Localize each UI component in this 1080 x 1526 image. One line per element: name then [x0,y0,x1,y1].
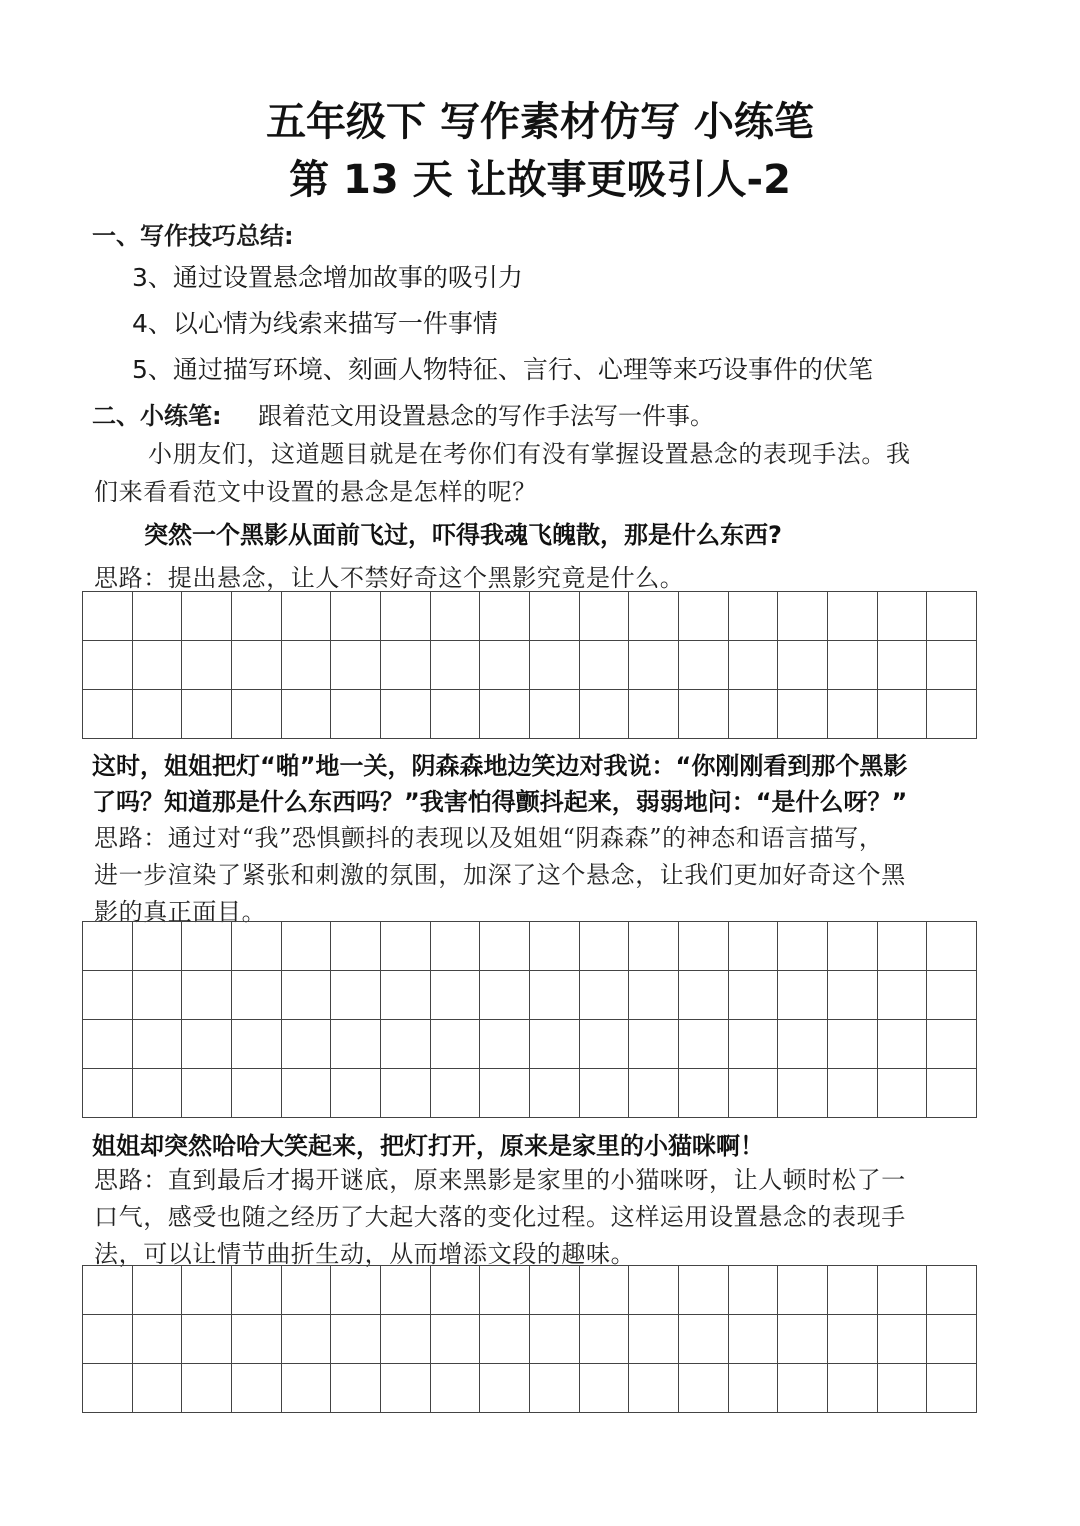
section2-heading: 二、小练笔: [92,402,222,430]
grid-cell[interactable] [580,1020,630,1069]
grid-cell[interactable] [530,1315,580,1364]
section2-instruction: 跟着范文用设置悬念的写作手法写一件事。 [258,402,714,430]
grid-cell[interactable] [878,641,928,690]
grid-cell[interactable] [480,690,530,739]
grid-cell[interactable] [629,1266,679,1315]
grid-cell[interactable] [232,922,282,971]
grid-cell[interactable] [232,971,282,1020]
grid-cell[interactable] [778,922,828,971]
grid-cell[interactable] [778,641,828,690]
grid-cell[interactable] [381,1020,431,1069]
grid-cell[interactable] [679,971,729,1020]
grid-cell[interactable] [729,922,779,971]
grid-cell[interactable] [530,1020,580,1069]
grid-cell[interactable] [629,1315,679,1364]
grid-cell[interactable] [83,1069,133,1118]
grid-cell[interactable] [629,1020,679,1069]
grid-cell[interactable] [480,641,530,690]
grid-cell[interactable] [232,1266,282,1315]
grid-cell[interactable] [480,1020,530,1069]
grid-cell[interactable] [927,1266,977,1315]
example3-thought: 思路：直到最后才揭开谜底，原来黑影是家里的小猫咪呀，让人顿时松了一 [94,1166,906,1194]
grid-cell[interactable] [580,641,630,690]
grid-cell[interactable] [133,1266,183,1315]
grid-cell[interactable] [580,1364,630,1413]
grid-cell[interactable] [778,690,828,739]
grid-cell[interactable] [480,592,530,641]
grid-cell[interactable] [282,641,332,690]
grid-cell[interactable] [580,1266,630,1315]
grid-cell[interactable] [729,592,779,641]
example2-thought: 影的真正面目。 [94,898,267,926]
grid-cell[interactable] [927,922,977,971]
grid-cell[interactable] [232,1069,282,1118]
grid-cell[interactable] [182,1266,232,1315]
grid-cell[interactable] [133,641,183,690]
grid-cell[interactable] [431,1315,481,1364]
grid-cell[interactable] [778,592,828,641]
grid-cell[interactable] [83,1020,133,1069]
grid-cell[interactable] [828,971,878,1020]
grid-cell[interactable] [182,1364,232,1413]
grid-cell[interactable] [679,1069,729,1118]
section1-heading: 一、写作技巧总结: [92,222,294,250]
grid-cell[interactable] [232,1020,282,1069]
grid-cell[interactable] [927,690,977,739]
grid-cell[interactable] [679,1364,729,1413]
example2-thought: 进一步渲染了紧张和刺激的氛围，加深了这个悬念，让我们更加好奇这个黑 [94,861,906,889]
example3-sentence: 姐姐却突然哈哈大笑起来，把灯打开，原来是家里的小猫咪啊！ [92,1132,764,1160]
grid-cell[interactable] [431,1266,481,1315]
grid-cell[interactable] [232,641,282,690]
grid-cell[interactable] [530,690,580,739]
grid-cell[interactable] [381,1315,431,1364]
grid-cell[interactable] [133,1315,183,1364]
grid-cell[interactable] [679,1020,729,1069]
grid-cell[interactable] [580,592,630,641]
grid-cell[interactable] [480,1069,530,1118]
grid-cell[interactable] [133,1364,183,1413]
writing-grid-1[interactable] [82,591,977,739]
grid-cell[interactable] [331,592,381,641]
grid-cell[interactable] [878,1069,928,1118]
grid-cell[interactable] [679,922,729,971]
grid-cell[interactable] [729,1315,779,1364]
grid-cell[interactable] [679,690,729,739]
example3-thought: 口气，感受也随之经历了大起大落的变化过程。这样运用设置悬念的表现手 [94,1203,906,1231]
grid-cell[interactable] [828,641,878,690]
grid-cell[interactable] [629,641,679,690]
grid-cell[interactable] [927,1069,977,1118]
grid-cell[interactable] [729,971,779,1020]
example2-sentence: 了吗？知道那是什么东西吗？”我害怕得颤抖起来，弱弱地问：“是什么呀？” [92,788,908,816]
grid-cell[interactable] [828,1266,878,1315]
grid-cell[interactable] [381,1364,431,1413]
grid-cell[interactable] [878,1266,928,1315]
grid-cell[interactable] [431,1069,481,1118]
grid-cell[interactable] [828,1069,878,1118]
grid-cell[interactable] [431,1364,481,1413]
grid-cell[interactable] [133,592,183,641]
grid-cell[interactable] [282,1315,332,1364]
grid-cell[interactable] [232,690,282,739]
grid-cell[interactable] [83,971,133,1020]
grid-cell[interactable] [530,1364,580,1413]
tip-item: 3、通过设置悬念增加故事的吸引力 [132,263,523,292]
grid-cell[interactable] [729,1069,779,1118]
grid-cell[interactable] [927,1364,977,1413]
grid-cell[interactable] [133,971,183,1020]
grid-cell[interactable] [381,1266,431,1315]
grid-cell[interactable] [878,690,928,739]
grid-cell[interactable] [778,1364,828,1413]
grid-cell[interactable] [828,1315,878,1364]
grid-cell[interactable] [182,922,232,971]
grid-cell[interactable] [878,1315,928,1364]
grid-cell[interactable] [927,592,977,641]
grid-cell[interactable] [182,592,232,641]
grid-cell[interactable] [182,641,232,690]
grid-cell[interactable] [480,1315,530,1364]
grid-cell[interactable] [83,922,133,971]
grid-cell[interactable] [580,922,630,971]
grid-cell[interactable] [679,1266,729,1315]
grid-cell[interactable] [282,592,332,641]
grid-cell[interactable] [629,690,679,739]
grid-cell[interactable] [778,1266,828,1315]
grid-cell[interactable] [331,1266,381,1315]
grid-cell[interactable] [828,1020,878,1069]
grid-cell[interactable] [927,971,977,1020]
grid-cell[interactable] [431,592,481,641]
example1-thought: 思路：提出悬念，让人不禁好奇这个黑影究竟是什么。 [94,564,685,592]
grid-cell[interactable] [878,1020,928,1069]
grid-cell[interactable] [133,690,183,739]
grid-cell[interactable] [878,1364,928,1413]
grid-cell[interactable] [828,922,878,971]
grid-cell[interactable] [729,1020,779,1069]
grid-cell[interactable] [282,922,332,971]
grid-cell[interactable] [133,922,183,971]
grid-cell[interactable] [381,690,431,739]
grid-cell[interactable] [530,641,580,690]
grid-cell[interactable] [778,1069,828,1118]
grid-cell[interactable] [629,922,679,971]
grid-cell[interactable] [282,1364,332,1413]
grid-cell[interactable] [381,922,431,971]
grid-cell[interactable] [927,641,977,690]
grid-cell[interactable] [83,1266,133,1315]
grid-cell[interactable] [530,1069,580,1118]
grid-cell[interactable] [530,592,580,641]
grid-cell[interactable] [480,1266,530,1315]
grid-cell[interactable] [530,971,580,1020]
grid-cell[interactable] [381,641,431,690]
grid-cell[interactable] [331,922,381,971]
grid-cell[interactable] [580,971,630,1020]
grid-cell[interactable] [282,1020,332,1069]
grid-cell[interactable] [182,690,232,739]
grid-cell[interactable] [480,1364,530,1413]
grid-cell[interactable] [878,592,928,641]
grid-cell[interactable] [679,1315,729,1364]
page-subtitle: 第 13 天 让故事更吸引人-2 [289,157,791,203]
grid-cell[interactable] [232,592,282,641]
example3-thought: 法，可以让情节曲折生动，从而增添文段的趣味。 [94,1240,636,1268]
grid-cell[interactable] [778,1315,828,1364]
grid-cell[interactable] [331,690,381,739]
grid-cell[interactable] [778,971,828,1020]
example2-thought: 思路：通过对“我”恐惧颤抖的表现以及姐姐“阴森森”的神态和语言描写， [94,824,884,852]
tip-item: 4、以心情为线索来描写一件事情 [132,309,498,338]
grid-cell[interactable] [878,922,928,971]
grid-cell[interactable] [828,592,878,641]
grid-cell[interactable] [729,641,779,690]
grid-cell[interactable] [182,1020,232,1069]
grid-cell[interactable] [828,1364,878,1413]
grid-cell[interactable] [729,1364,779,1413]
grid-cell[interactable] [629,971,679,1020]
grid-cell[interactable] [431,1020,481,1069]
grid-cell[interactable] [232,1315,282,1364]
grid-cell[interactable] [629,1364,679,1413]
tip-item: 5、通过描写环境、刻画人物特征、言行、心理等来巧设事件的伏笔 [132,355,873,384]
writing-grid-3[interactable] [82,1265,977,1413]
grid-cell[interactable] [282,690,332,739]
grid-cell[interactable] [331,1020,381,1069]
grid-cell[interactable] [182,1069,232,1118]
grid-cell[interactable] [778,1020,828,1069]
grid-cell[interactable] [927,1020,977,1069]
grid-cell[interactable] [580,690,630,739]
intro-line: 们来看看范文中设置的悬念是怎样的呢？ [94,478,537,506]
example2-sentence: 这时，姐姐把灯“啪”地一关，阴森森地边笑边对我说：“你刚刚看到那个黑影 [92,752,908,780]
grid-cell[interactable] [182,1315,232,1364]
grid-cell[interactable] [729,690,779,739]
grid-cell[interactable] [133,1020,183,1069]
grid-cell[interactable] [927,1315,977,1364]
grid-cell[interactable] [83,1315,133,1364]
grid-cell[interactable] [729,1266,779,1315]
grid-cell[interactable] [83,641,133,690]
grid-cell[interactable] [282,1266,332,1315]
grid-cell[interactable] [381,971,431,1020]
grid-cell[interactable] [83,592,133,641]
grid-cell[interactable] [331,971,381,1020]
grid-cell[interactable] [530,922,580,971]
grid-cell[interactable] [331,1315,381,1364]
grid-cell[interactable] [282,1069,332,1118]
grid-cell[interactable] [530,1266,580,1315]
grid-cell[interactable] [331,1364,381,1413]
example1-sentence: 突然一个黑影从面前飞过，吓得我魂飞魄散，那是什么东西? [144,521,782,549]
page-title: 五年级下 写作素材仿写 小练笔 [266,99,814,145]
grid-cell[interactable] [431,922,481,971]
grid-cell[interactable] [182,971,232,1020]
grid-cell[interactable] [629,1069,679,1118]
grid-cell[interactable] [232,1364,282,1413]
grid-cell[interactable] [679,641,729,690]
grid-cell[interactable] [580,1315,630,1364]
grid-cell[interactable] [431,641,481,690]
grid-cell[interactable] [83,1364,133,1413]
grid-cell[interactable] [679,592,729,641]
grid-cell[interactable] [828,690,878,739]
grid-cell[interactable] [580,1069,630,1118]
grid-cell[interactable] [282,971,332,1020]
grid-cell[interactable] [381,592,431,641]
grid-cell[interactable] [331,641,381,690]
writing-grid-2[interactable] [82,921,977,1118]
grid-cell[interactable] [133,1069,183,1118]
grid-cell[interactable] [480,922,530,971]
grid-cell[interactable] [83,690,133,739]
grid-cell[interactable] [331,1069,381,1118]
grid-cell[interactable] [381,1069,431,1118]
grid-cell[interactable] [480,971,530,1020]
grid-cell[interactable] [629,592,679,641]
grid-cell[interactable] [878,971,928,1020]
grid-cell[interactable] [431,971,481,1020]
intro-line: 小朋友们，这道题目就是在考你们有没有掌握设置悬念的表现手法。我 [148,440,911,468]
grid-cell[interactable] [431,690,481,739]
